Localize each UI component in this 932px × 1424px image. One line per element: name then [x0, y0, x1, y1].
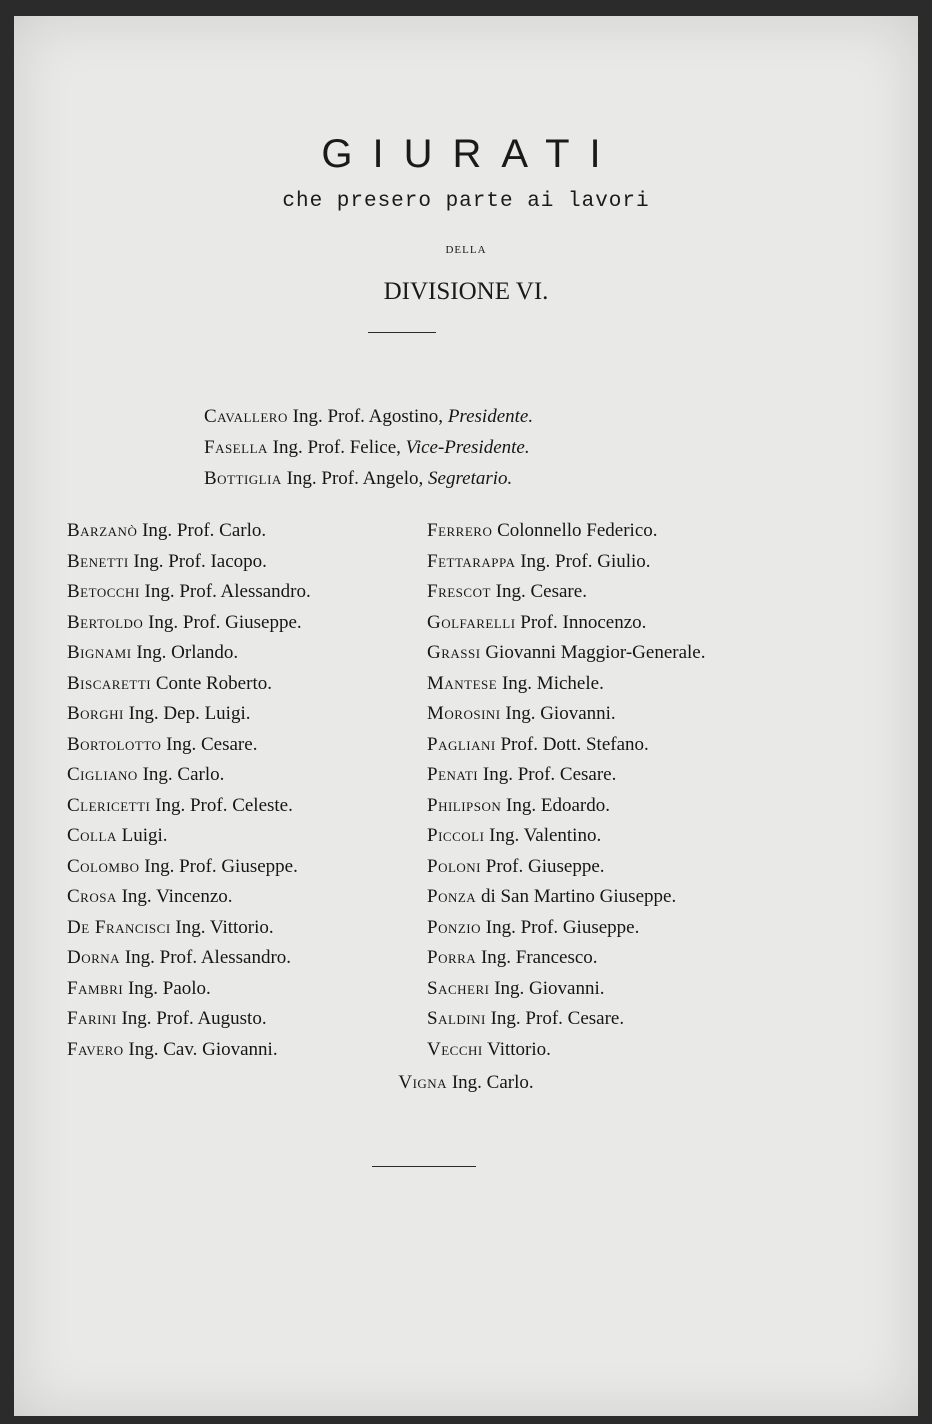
juror-details: Ing. Carlo. [447, 1072, 534, 1093]
officer-surname: Fasella [204, 437, 268, 458]
juror-details: Ing. Prof. Carlo. [137, 520, 267, 541]
juror-surname: Philipson [427, 794, 502, 816]
juror-details: Ing. Vincenzo. [116, 886, 233, 907]
juror-details: Ing. Dep. Luigi. [123, 703, 251, 724]
juror-surname: De Francisci [67, 916, 171, 938]
juror-entry [67, 974, 311, 1005]
juror-details: Conte Roberto. [151, 672, 272, 694]
juror-surname: Biscaretti [67, 672, 152, 694]
juror-details: Ing. Michele. [497, 672, 604, 694]
juror-details: Ing. Prof. Giuseppe. [481, 916, 640, 938]
juror-details: Ing. Giovanni. [500, 703, 616, 724]
juror-surname: Farini [67, 1008, 117, 1029]
juror-surname: Ponzio [427, 916, 482, 938]
juror-entry [427, 669, 705, 700]
juror-details: Giovanni Maggior-Generale. [480, 642, 706, 663]
juror-details: Ing. Prof. Giuseppe. [143, 611, 302, 633]
juror-entry [67, 791, 311, 822]
juror-entry [427, 1035, 705, 1066]
juror-surname: Penati [427, 764, 479, 785]
juror-surname: Betocchi [67, 581, 140, 602]
juror-entry [67, 760, 311, 791]
juror-details: Ing. Prof. Giulio. [515, 550, 651, 572]
juror-details: Ing. Cesare. [490, 581, 587, 602]
juror-details: Vittorio. [482, 1038, 551, 1060]
juror-surname: Ponza [427, 886, 477, 907]
juror-surname: Bortolotto [67, 733, 162, 755]
juror-surname: Vigna [398, 1072, 448, 1093]
juror-details: Ing. Prof. Augusto. [116, 1008, 267, 1029]
juror-surname: Frescot [427, 581, 491, 602]
juror-surname: Colombo [67, 855, 140, 877]
juror-surname: Fambri [67, 977, 124, 999]
page-subtitle: che presero parte ai lavori [282, 190, 650, 213]
juror-surname: Dorna [67, 947, 121, 968]
juror-surname: Clericetti [67, 794, 151, 816]
top-divider [368, 332, 436, 333]
juror-details: Ing. Cav. Giovanni. [123, 1038, 278, 1060]
juror-entry [67, 608, 311, 639]
officer-role: Presidente. [447, 406, 534, 427]
juror-entry [427, 730, 705, 761]
juror-surname: Bertoldo [67, 611, 144, 633]
juror-surname: Benetti [67, 550, 129, 572]
juror-details: Ing. Carlo. [137, 764, 225, 785]
juror-entry [427, 699, 705, 730]
jurors-left-column [67, 516, 311, 1065]
juror-entry [427, 852, 705, 883]
juror-surname: Cigliano [67, 764, 138, 785]
juror-surname: Mantese [427, 672, 498, 694]
juror-details: Ing. Prof. Cesare. [478, 764, 617, 785]
juror-entry [427, 1004, 705, 1035]
juror-details: di San Martino Giuseppe. [476, 886, 677, 907]
juror-entry [67, 638, 311, 669]
juror-details: Prof. Giuseppe. [481, 855, 605, 877]
juror-details: Ing. Valentino. [484, 825, 602, 846]
juror-details: Ing. Cesare. [161, 733, 258, 755]
final-juror-entry [0, 1072, 932, 1094]
juror-surname: Favero [67, 1038, 124, 1060]
juror-details: Ing. Prof. Alessandro. [139, 581, 311, 602]
juror-entry [67, 852, 311, 883]
juror-details: Ing. Francesco. [476, 947, 598, 968]
juror-surname: Porra [427, 947, 477, 968]
juror-entry [67, 882, 311, 913]
juror-surname: Pagliani [427, 733, 496, 755]
juror-surname: Poloni [427, 855, 482, 877]
juror-entry [427, 974, 705, 1005]
juror-entry [67, 577, 311, 608]
juror-entry [67, 516, 311, 547]
officer-details: Ing. Prof. Agostino, [287, 406, 448, 427]
officer-entry [204, 468, 512, 490]
officer-entry [204, 437, 530, 459]
juror-entry [67, 1004, 311, 1035]
juror-details: Ing. Edoardo. [501, 794, 610, 816]
juror-surname: Saldini [427, 1008, 486, 1029]
page-title: GIURATI [321, 132, 621, 176]
juror-details: Ing. Prof. Iacopo. [128, 550, 267, 572]
juror-details: Luigi. [116, 825, 168, 846]
officer-role: Vice-Presidente. [405, 437, 530, 458]
juror-surname: Piccoli [427, 825, 485, 846]
juror-details: Ing. Giovanni. [489, 977, 605, 999]
juror-details: Prof. Innocenzo. [515, 611, 647, 633]
juror-surname: Bignami [67, 642, 132, 663]
division-heading: DIVISIONE VI. [383, 278, 549, 305]
officer-entry [204, 406, 533, 428]
juror-entry [427, 943, 705, 974]
juror-entry [427, 760, 705, 791]
juror-entry [67, 730, 311, 761]
juror-details: Ing. Prof. Giuseppe. [139, 855, 298, 877]
juror-surname: Golfarelli [427, 611, 516, 633]
juror-surname: Morosini [427, 703, 501, 724]
della-label: DELLA [445, 244, 487, 256]
juror-details: Ing. Paolo. [123, 977, 211, 999]
juror-entry [427, 608, 705, 639]
juror-entry [67, 943, 311, 974]
juror-details: Prof. Dott. Stefano. [495, 733, 649, 755]
juror-entry [427, 882, 705, 913]
juror-surname: Colla [67, 825, 117, 846]
juror-entry [67, 699, 311, 730]
juror-entry [67, 821, 311, 852]
juror-details: Ing. Orlando. [131, 642, 239, 663]
officer-details: Ing. Prof. Felice, [267, 437, 406, 458]
jurors-right-column [427, 516, 705, 1065]
juror-entry [427, 577, 705, 608]
juror-entry [427, 821, 705, 852]
juror-entry [67, 913, 311, 944]
juror-entry [67, 669, 311, 700]
juror-surname: Grassi [427, 642, 481, 663]
juror-entry [427, 516, 705, 547]
juror-surname: Borghi [67, 703, 124, 724]
juror-details: Colonnello Federico. [492, 520, 658, 541]
juror-details: Ing. Prof. Cesare. [485, 1008, 625, 1029]
juror-surname: Crosa [67, 886, 117, 907]
bottom-divider [372, 1166, 476, 1167]
juror-surname: Vecchi [427, 1038, 483, 1060]
officer-details: Ing. Prof. Angelo, [281, 468, 429, 489]
officer-surname: Bottiglia [204, 468, 282, 489]
juror-surname: Ferrero [427, 520, 493, 541]
juror-surname: Barzanò [67, 520, 138, 541]
officer-role: Segretario. [428, 468, 513, 489]
juror-entry [427, 547, 705, 578]
juror-surname: Fettarappa [427, 550, 516, 572]
juror-details: Ing. Vittorio. [170, 916, 274, 938]
juror-entry [427, 638, 705, 669]
juror-details: Ing. Prof. Alessandro. [120, 947, 292, 968]
juror-entry [67, 547, 311, 578]
juror-details: Ing. Prof. Celeste. [150, 794, 293, 816]
juror-entry [67, 1035, 311, 1066]
juror-entry [427, 913, 705, 944]
juror-entry [427, 791, 705, 822]
juror-surname: Sacheri [427, 977, 490, 999]
officer-surname: Cavallero [204, 406, 288, 427]
